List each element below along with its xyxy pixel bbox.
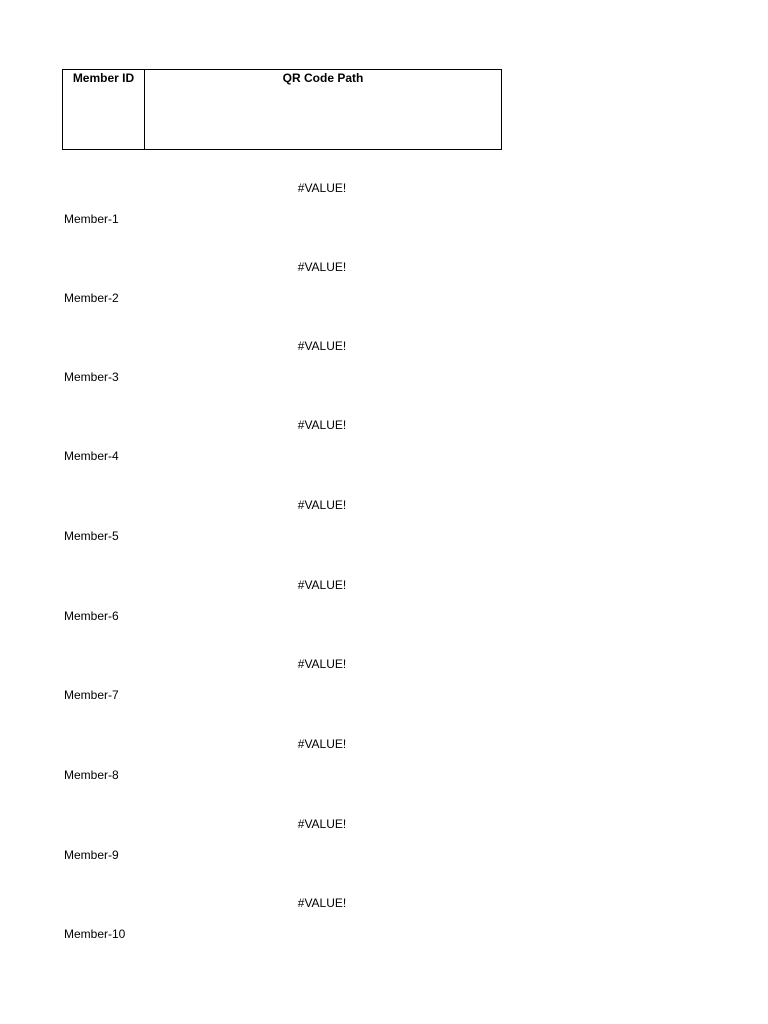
member-id: Member-3 (64, 370, 119, 384)
qr-code-value: #VALUE! (297, 418, 347, 432)
record-row (0, 817, 768, 897)
member-id: Member-6 (64, 609, 119, 623)
record-row (0, 737, 768, 817)
member-id-header: Member ID (63, 70, 145, 150)
member-id: Member-2 (64, 291, 119, 305)
record-row (0, 657, 768, 737)
qr-code-value: #VALUE! (297, 339, 347, 353)
record-row (0, 418, 768, 498)
record-row (0, 181, 768, 261)
record-row (0, 260, 768, 340)
qr-code-value: #VALUE! (297, 817, 347, 831)
record-row (0, 498, 768, 578)
qr-code-value: #VALUE! (297, 737, 347, 751)
qr-code-value: #VALUE! (297, 498, 347, 512)
record-row (0, 339, 768, 419)
member-id: Member-1 (64, 212, 119, 226)
qr-code-path-header: QR Code Path (145, 70, 502, 150)
qr-code-value: #VALUE! (297, 260, 347, 274)
member-id: Member-8 (64, 768, 119, 782)
qr-code-value: #VALUE! (297, 578, 347, 592)
member-id: Member-7 (64, 688, 119, 702)
record-row (0, 578, 768, 658)
member-id: Member-9 (64, 848, 119, 862)
qr-code-value: #VALUE! (297, 181, 347, 195)
member-id: Member-10 (64, 927, 126, 941)
record-row (0, 896, 768, 976)
qr-code-value: #VALUE! (297, 657, 347, 671)
member-id: Member-4 (64, 449, 119, 463)
qr-code-value: #VALUE! (297, 896, 347, 910)
member-id: Member-5 (64, 529, 119, 543)
